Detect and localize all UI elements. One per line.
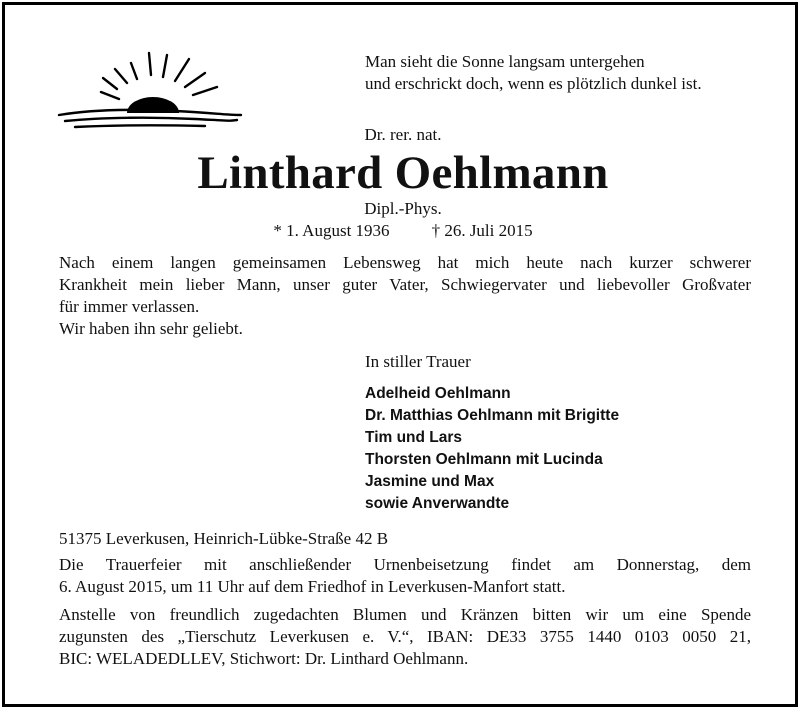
death-date: † 26. Juli 2015	[431, 221, 533, 240]
mourners-list	[365, 383, 619, 515]
ceremony-line: 6. August 2015, um 11 Uhr auf dem Friedhof in Leverkusen-Manfort statt.	[59, 577, 566, 596]
ceremony-line: Die Trauerfeier mit anschließender Urnenbeisetzung findet am Donnerstag, dem	[59, 555, 751, 574]
life-dates	[5, 221, 800, 241]
birth-date: * 1. August 1936	[273, 221, 390, 240]
family-address: 51375 Leverkusen, Heinrich-Lübke-Straße 42 B	[59, 529, 389, 548]
mourner-name: sowie Anverwandte	[365, 495, 510, 512]
obituary-frame	[2, 2, 798, 707]
ceremony-notice	[59, 554, 751, 598]
mourner-name: Thorsten Oehlmann mit Lucinda	[365, 451, 603, 468]
obituary-message	[59, 252, 751, 340]
donation-line: BIC: WELADEDLLEV, Stichwort: Dr. Linthard Oehlmann.	[59, 649, 469, 668]
mourner-name: Dr. Matthias Oehlmann mit Brigitte	[365, 407, 620, 424]
message-line: Nach einem langen gemeinsamen Lebensweg hat mich heute nach kurzer schwerer	[59, 253, 751, 272]
mourner-name: Adelheid Oehlmann	[365, 385, 511, 402]
mourners-label: In stiller Trauer	[365, 352, 471, 371]
motto-line: und erschrickt doch, wenn es plötzlich dunkel ist.	[365, 74, 702, 93]
degree-title: Dipl.-Phys.	[364, 199, 442, 218]
motto-line: Man sieht die Sonne langsam untergehen	[365, 52, 645, 71]
sunset-icon	[55, 45, 245, 135]
mourners-block	[365, 351, 619, 515]
message-line: für immer verlassen.	[59, 297, 200, 316]
donation-line: zugunsten des „Tierschutz Leverkusen e. V.“, IBAN: DE33 3755 1440 0103 0050 21,	[59, 627, 751, 646]
message-line: Wir haben ihn sehr geliebt.	[59, 319, 243, 338]
mourner-name: Tim und Lars	[365, 429, 463, 446]
mourner-name: Jasmine und Max	[365, 473, 495, 490]
donation-line: Anstelle von freundlich zugedachten Blumen und Kränzen bitten wir um eine Spende	[59, 605, 751, 624]
deceased-name: Linthard Oehlmann	[197, 147, 609, 199]
motto	[365, 51, 702, 95]
academic-title: Dr. rer. nat.	[364, 125, 442, 144]
donation-notice	[59, 604, 751, 670]
message-line: Krankheit mein lieber Mann, unser guter Vater, Schwiegervater und liebevoller Großvater	[59, 275, 751, 294]
